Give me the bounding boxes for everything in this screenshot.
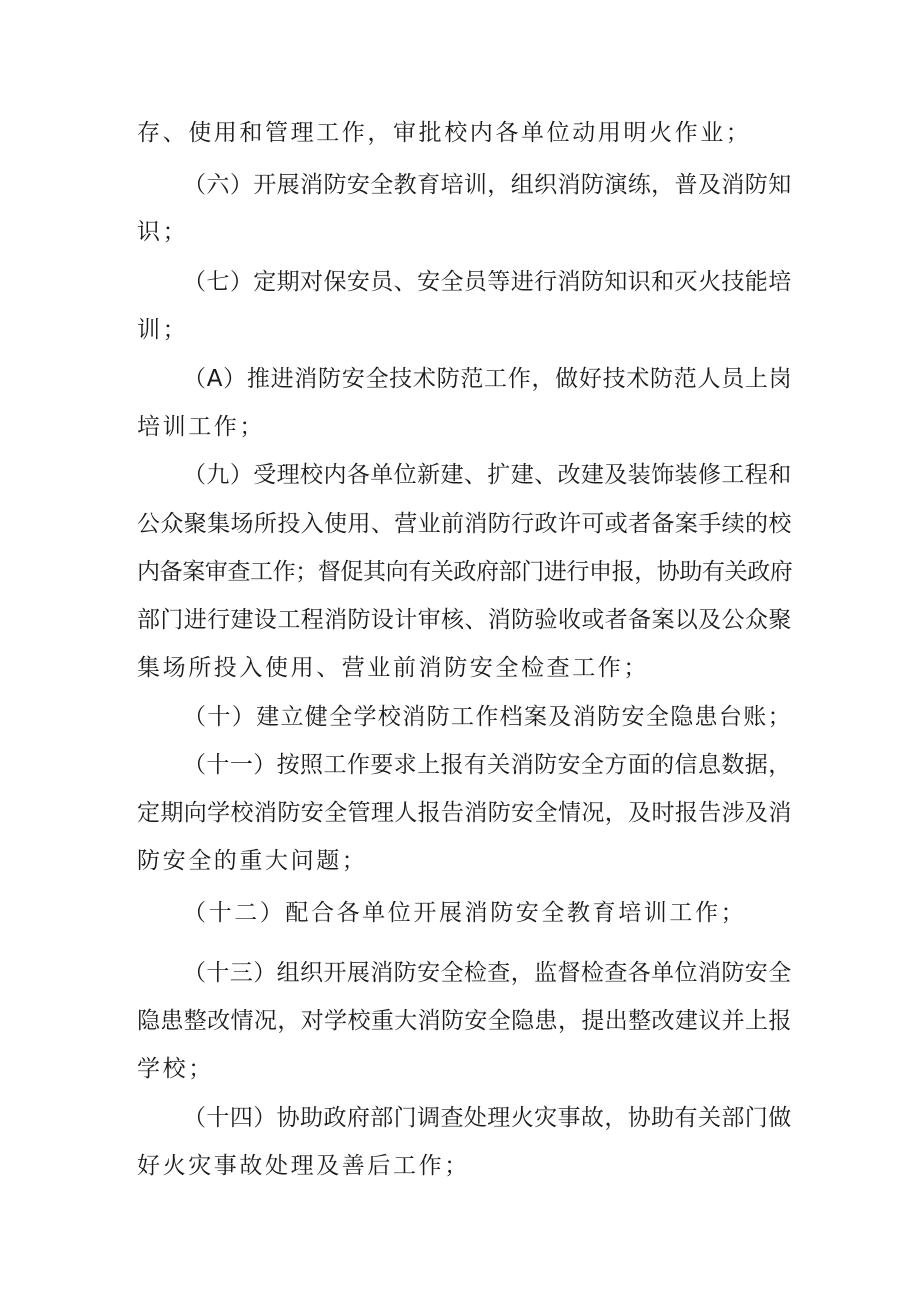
text-line-11: 部门进行建设工程消防设计审核、消防验收或者备案以及公众聚 bbox=[137, 607, 792, 633]
text-line-21: （十四）协助政府部门调查处理火灾事故，协助有关部门做 bbox=[183, 1105, 792, 1131]
text-line-12: 集场所投入使用、营业前消防安全检查工作； bbox=[137, 655, 649, 681]
text-line-6: （A）推进消防安全技术防范工作，做好技术防范人员上岗 bbox=[183, 366, 793, 392]
text-line-13: （十）建立健全学校消防工作档案及消防安全隐患台账； bbox=[183, 704, 792, 730]
text-line-4: （七）定期对保安员、安全员等进行消防知识和灭火技能培 bbox=[183, 269, 792, 295]
text-line-10: 内备案审查工作；督促其向有关政府部门进行申报，协助有关政府 bbox=[137, 559, 793, 585]
text-line-9: 公众聚集场所投入使用、营业前消防行政许可或者备案手续的校 bbox=[137, 511, 792, 537]
text-line-3: 识； bbox=[137, 219, 189, 245]
text-line-22: 好火灾事故处理及善后工作； bbox=[137, 1153, 470, 1179]
text-line-5: 训； bbox=[137, 317, 189, 343]
text-line-1: 存、使用和管理工作，审批校内各单位动用明火作业； bbox=[137, 120, 752, 146]
text-line-19: 隐患整改情况，对学校重大消防安全隐患，提出整改建议并上报 bbox=[137, 1008, 792, 1034]
text-line-7: 培训工作； bbox=[137, 414, 265, 440]
text-line-20: 学校； bbox=[137, 1056, 214, 1082]
text-line-8: （九）受理校内各单位新建、扩建、改建及装饰装修工程和 bbox=[183, 462, 792, 488]
text-line-14: （十一）按照工作要求上报有关消防安全方面的信息数据， bbox=[183, 752, 792, 778]
text-line-2: （六）开展消防安全教育培训，组织消防演练，普及消防知 bbox=[183, 172, 792, 198]
text-line-16: 防安全的重大问题； bbox=[137, 848, 368, 874]
text-line-17: （十二）配合各单位开展消防安全教育培训工作； bbox=[183, 900, 747, 926]
text-line-18: （十三）组织开展消防安全检查，监督检查各单位消防安全 bbox=[183, 960, 792, 986]
text-line-15: 定期向学校消防安全管理人报告消防安全情况，及时报告涉及消 bbox=[137, 800, 792, 826]
